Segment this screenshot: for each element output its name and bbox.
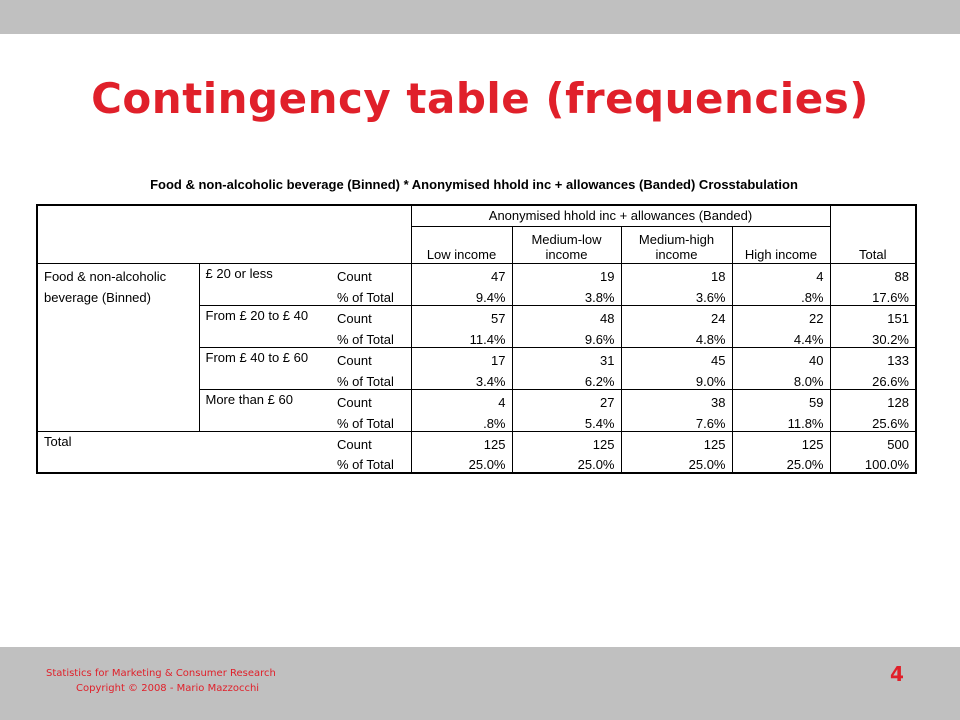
table-cell: 25.0% <box>732 452 830 473</box>
row-category-label: More than £ 60 <box>199 389 331 431</box>
table-cell: 8.0% <box>732 368 830 389</box>
table-cell: 9.6% <box>512 326 621 347</box>
table-cell: 125 <box>411 431 512 452</box>
footer-course-title: Statistics for Marketing & Consumer Research <box>46 668 276 679</box>
table-cell: 22 <box>732 305 830 326</box>
stat-label: % of Total <box>331 452 411 473</box>
row-category-label: From £ 20 to £ 40 <box>199 305 331 347</box>
table-cell: 3.4% <box>411 368 512 389</box>
column-header-label: income <box>655 246 698 262</box>
column-header-label: High income <box>744 246 818 262</box>
table-cell: 48 <box>512 305 621 326</box>
table-cell: 100.0% <box>830 452 916 473</box>
table-cell: 500 <box>830 431 916 452</box>
column-header <box>621 226 732 263</box>
table-cell: 7.6% <box>621 410 732 431</box>
table-cell: 40 <box>732 347 830 368</box>
table-cell: 4 <box>732 263 830 284</box>
crosstab-table <box>36 204 917 474</box>
table-cell: 17 <box>411 347 512 368</box>
table-cell: 128 <box>830 389 916 410</box>
slide-title: Contingency table (frequencies) <box>91 74 869 123</box>
column-header-label: Medium-high <box>638 231 715 247</box>
table-cell: 26.6% <box>830 368 916 389</box>
table-cell: 125 <box>512 431 621 452</box>
table-cell: 45 <box>621 347 732 368</box>
table-cell: 133 <box>830 347 916 368</box>
table-cell: .8% <box>732 284 830 305</box>
table-cell: 25.6% <box>830 410 916 431</box>
stat-label: Count <box>331 389 411 410</box>
table-caption: Food & non-alcoholic beverage (Binned) * Anonymised hhold inc + allowances (Banded) Crosstabulation <box>150 177 798 192</box>
table-cell: 25.0% <box>621 452 732 473</box>
stat-label: % of Total <box>331 368 411 389</box>
table-cell: 125 <box>732 431 830 452</box>
row-variable-label: Food & non-alcoholic beverage (Binned) <box>37 263 199 431</box>
table-cell: 59 <box>732 389 830 410</box>
stat-label: Count <box>331 305 411 326</box>
table-cell: 27 <box>512 389 621 410</box>
column-header <box>512 226 621 263</box>
table-cell: 31 <box>512 347 621 368</box>
table-cell: 9.4% <box>411 284 512 305</box>
total-column-header: Total <box>830 205 916 263</box>
table-cell: 6.2% <box>512 368 621 389</box>
footer-copyright: Copyright © 2008 - Mario Mazzocchi <box>76 683 260 694</box>
table-cell: 88 <box>830 263 916 284</box>
table-cell: 11.8% <box>732 410 830 431</box>
table-cell: 25.0% <box>512 452 621 473</box>
table-cell: 11.4% <box>411 326 512 347</box>
total-row-label: Total <box>37 431 331 473</box>
table-cell: 9.0% <box>621 368 732 389</box>
corner-cell <box>37 205 411 263</box>
table-cell: 19 <box>512 263 621 284</box>
column-header-label: Medium-low <box>531 231 602 247</box>
stat-label: % of Total <box>331 284 411 305</box>
table-cell: 5.4% <box>512 410 621 431</box>
table-cell: 3.8% <box>512 284 621 305</box>
row-category-label: From £ 40 to £ 60 <box>199 347 331 389</box>
stat-label: Count <box>331 347 411 368</box>
column-header <box>411 226 512 263</box>
table-cell: 151 <box>830 305 916 326</box>
table-cell: 18 <box>621 263 732 284</box>
column-header <box>732 226 830 263</box>
column-header-label: Low income <box>426 246 497 262</box>
table-cell: 47 <box>411 263 512 284</box>
page-number: 4 <box>890 662 904 686</box>
stat-label: Count <box>331 263 411 284</box>
table-cell: 17.6% <box>830 284 916 305</box>
stat-label: % of Total <box>331 410 411 431</box>
table-cell: 4.8% <box>621 326 732 347</box>
column-group-header: Anonymised hhold inc + allowances (Banded) <box>411 205 830 226</box>
table-cell: 38 <box>621 389 732 410</box>
table-cell: 24 <box>621 305 732 326</box>
top-band <box>0 0 960 34</box>
table-cell: 125 <box>621 431 732 452</box>
column-header-label: income <box>545 246 588 262</box>
stat-label: % of Total <box>331 326 411 347</box>
table-cell: 30.2% <box>830 326 916 347</box>
table-cell: 4.4% <box>732 326 830 347</box>
table-cell: 4 <box>411 389 512 410</box>
stat-label: Count <box>331 431 411 452</box>
table-cell: 25.0% <box>411 452 512 473</box>
table-cell: 3.6% <box>621 284 732 305</box>
row-category-label: £ 20 or less <box>199 263 331 305</box>
table-cell: 57 <box>411 305 512 326</box>
table-cell: .8% <box>411 410 512 431</box>
